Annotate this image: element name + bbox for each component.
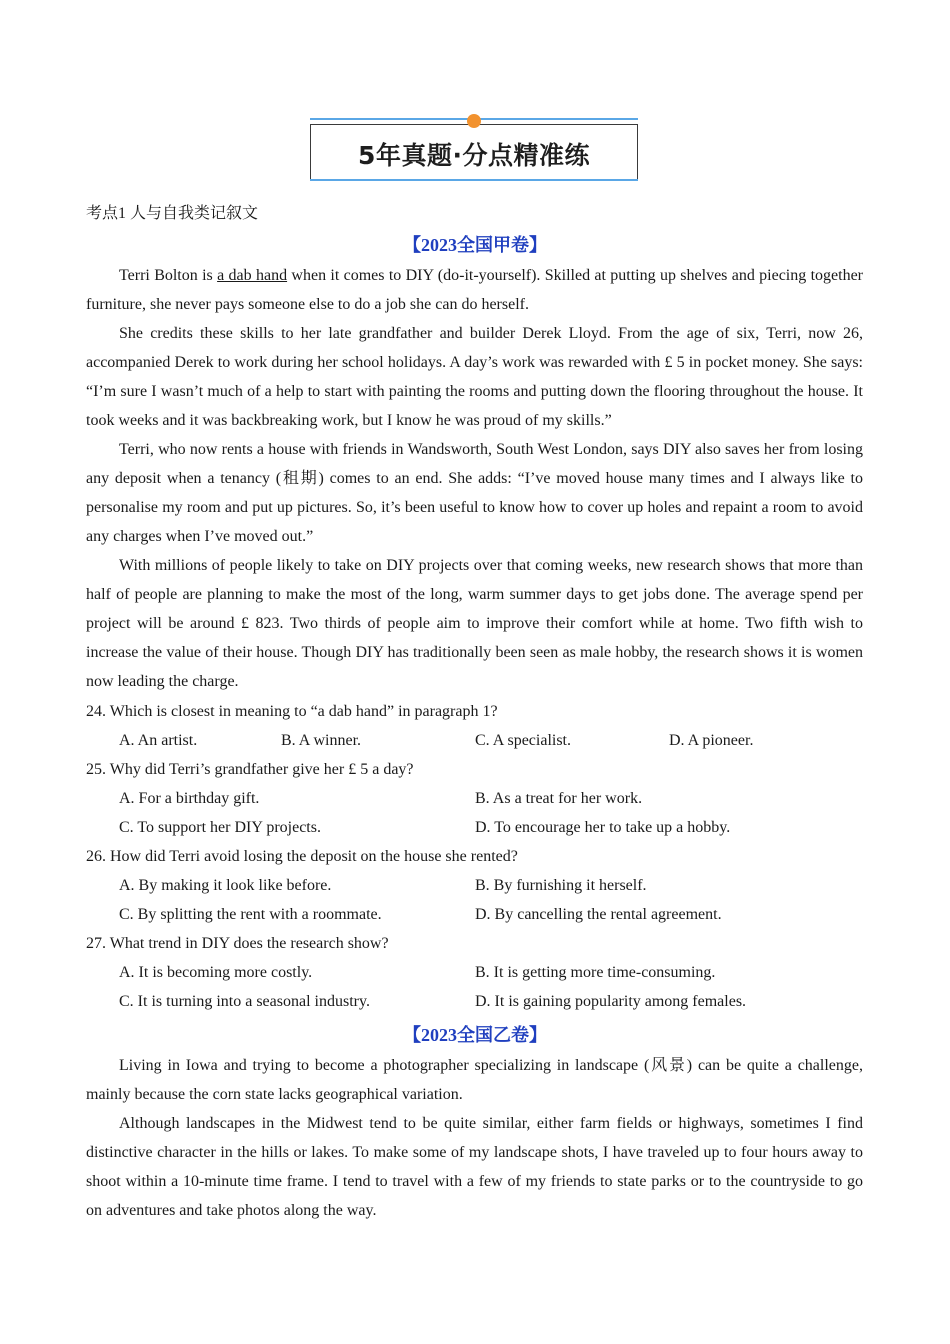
question-27: 27. What trend in DIY does the research show?	[86, 935, 389, 952]
p1-text-post: when it comes to DIY (do-it-yourself). Skilled at putting up shelves and piecing together furniture, she never pays someone else to do a job she can do herself.	[86, 267, 864, 313]
q26-option-a: A. By making it look like before.	[119, 877, 332, 894]
passage2-paragraph-2: Although landscapes in the Midwest tend to be quite similar, either farm fields or highways, sometimes I find distinctive character in the hills or lakes. To make some of my landscape shots, I have traveled up to four hours away to shoot within a 10-minute time frame. I tend to travel with a few of my friends to state parks or to the countryside to go on adventures and take photos along the way.	[86, 1115, 863, 1219]
banner-title: 5年真题·分点精准练	[358, 141, 590, 170]
q27-option-d: D. It is gaining popularity among females.	[475, 993, 747, 1010]
title-banner	[310, 118, 638, 184]
q26-option-c: C. By splitting the rent with a roommate.	[119, 906, 382, 923]
passage1-paragraph-1	[86, 261, 863, 319]
banner-bottom-line	[310, 179, 638, 181]
passage2-paragraph-1: Living in Iowa and trying to become a photographer specializing in landscape (风景) can be quite a challenge, mainly because the corn state lacks geographical variation.	[86, 1057, 863, 1103]
passage1-paragraph-3: Terri, who now rents a house with friends in Wandsworth, South West London, says DIY also saves her from losing any deposit when a tenancy (租期) comes to an end. She adds: “I’ve moved house many times and I always like to personalise my room and put up pictures. So, it’s been useful to know how to cover up holes and repaint a room to avoid any charges when I’ve moved out.”	[86, 441, 863, 545]
underlined-phrase: a dab hand	[217, 267, 288, 284]
passage1-paragraph-4: With millions of people likely to take on DIY projects over that coming weeks, new research shows that more than half of people are planning to make the most of the long, warm summer days to get jobs done. The average spend per project will be around £ 823. Two thirds of people aim to improve their comfort while at home. Two fifth wish to increase the value of their house. Though DIY has traditionally been seen as male hobby, the research shows it is women now leading the charge.	[86, 557, 863, 690]
banner-dot-icon	[467, 114, 481, 128]
p1-text-pre: Terri Bolton is	[119, 267, 218, 284]
question-25: 25. Why did Terri’s grandfather give her £ 5 a day?	[86, 761, 414, 778]
q27-option-c: C. It is turning into a seasonal industry.	[119, 993, 370, 1010]
q25-option-d: D. To encourage her to take up a hobby.	[475, 819, 731, 836]
topic-label: 考点1 人与自我类记叙文	[86, 205, 259, 222]
section-heading-1: 【2023全国甲卷】	[403, 235, 547, 255]
question-26: 26. How did Terri avoid losing the deposit on the house she rented?	[86, 848, 518, 865]
q27-option-a: A. It is becoming more costly.	[119, 964, 313, 981]
q26-option-d: D. By cancelling the rental agreement.	[475, 906, 722, 923]
passage1-paragraph-2: She credits these skills to her late grandfather and builder Derek Lloyd. From the age of six, Terri, now 26, accompanied Derek to work during her school holidays. A day’s work was rewarded with £ 5 in pocket money. She says: “I’m sure I wasn’t much of a help to start with painting the rooms and putting down the flooring throughout the house. It took weeks and it was backbreaking work, but I know he was proud of my skills.”	[86, 325, 863, 429]
q25-option-c: C. To support her DIY projects.	[119, 819, 321, 836]
q26-option-b: B. By furnishing it herself.	[475, 877, 647, 894]
q24-option-a: A. An artist.	[119, 732, 198, 749]
q25-option-a: A. For a birthday gift.	[119, 790, 260, 807]
q27-option-b: B. It is getting more time-consuming.	[475, 964, 716, 981]
q24-option-d: D. A pioneer.	[669, 732, 754, 749]
question-24: 24. Which is closest in meaning to “a dab hand” in paragraph 1?	[86, 703, 498, 720]
q25-option-b: B. As a treat for her work.	[475, 790, 643, 807]
q24-option-c: C. A specialist.	[475, 732, 571, 749]
q24-option-b: B. A winner.	[281, 732, 362, 749]
section-heading-2: 【2023全国乙卷】	[403, 1025, 547, 1045]
